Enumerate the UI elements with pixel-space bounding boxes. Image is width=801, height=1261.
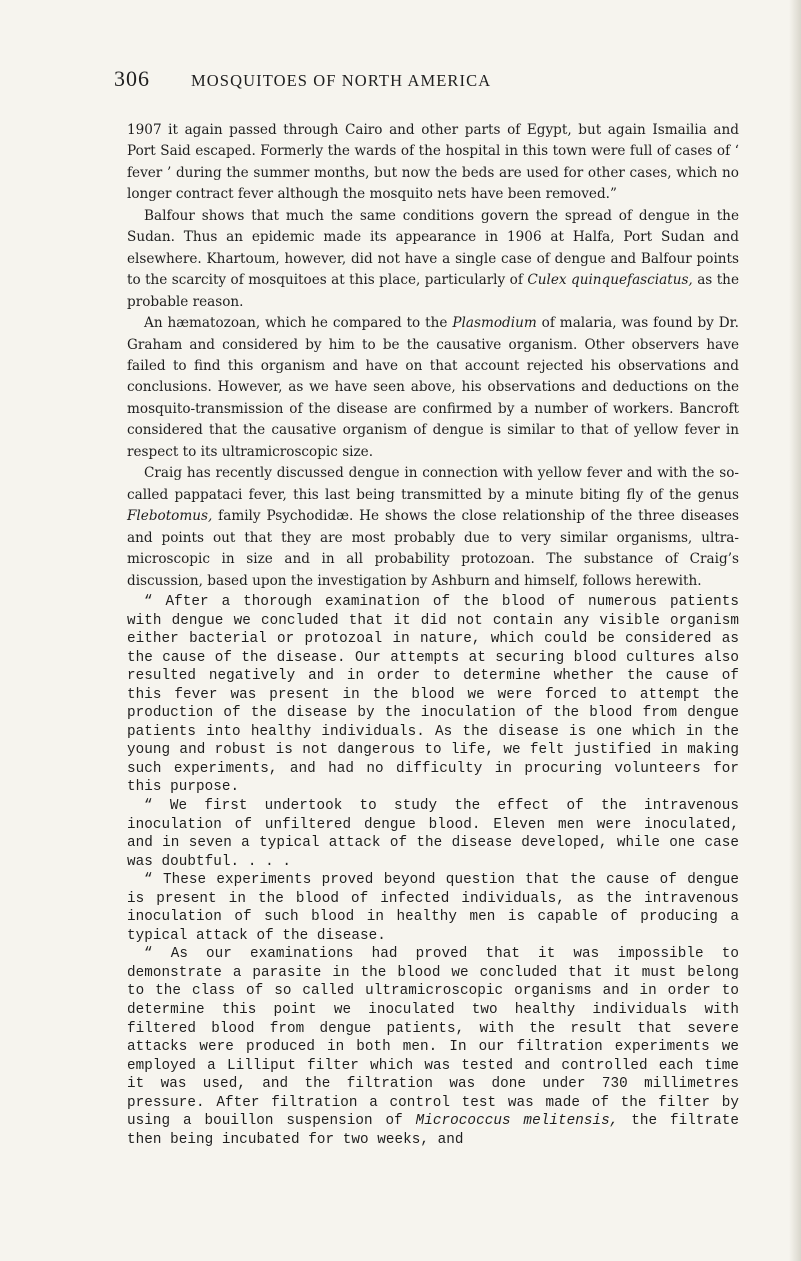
text-run: Craig has recently discussed dengue in connection with yellow fever and with the so-called pappataci fever, this last being transmitted by a minute biting fly of the genus: [127, 465, 739, 503]
quoted-paragraph: [127, 593, 739, 797]
paragraph: [127, 463, 739, 592]
text-run: An hæmatozoan, which he compared to the: [144, 315, 453, 332]
paragraph: [127, 206, 739, 313]
italic-term: Culex quinquefasciatus,: [527, 272, 693, 289]
text-run: family Psychodidæ. He shows the close relationship of the three diseases and points out that they are most probably due to very similar organisms, ultra-microscopic in size and in all probability protozoan. The substance of Craig’s discussion, based upon the investigation by Ashburn and himself, follows herewith.: [127, 508, 739, 589]
italic-term: Flebotomus,: [127, 508, 213, 525]
italic-term: Micrococcus melitensis,: [415, 1113, 619, 1130]
paragraph: [127, 120, 739, 206]
text-run: “ After a thorough examination of the blood of numerous patients with dengue we concluded that it did not contain any visible organism either bacterial or protozoal in nature, which could be considered as the cause of the disease. Our attempts at securing blood cultures also resulted negatively and in order to determine whether the cause of this fever was present in the blood we were forced to attempt the production of the disease by the inoculation of the blood from dengue patients into healthy individuals. As the disease is one which in the young and robust is not dangerous to life, we felt justified in making such experiments, and had no difficulty in procuring volunteers for this purpose.: [127, 593, 739, 796]
quoted-paragraph: [127, 945, 739, 1149]
page-header: [114, 66, 734, 92]
quoted-paragraph: [127, 797, 739, 871]
page-number: 306: [114, 66, 150, 91]
body-text: [127, 120, 739, 1149]
running-head: MOSQUITOES OF NORTH AMERICA: [191, 71, 492, 90]
text-run: “ These experiments proved beyond question that the cause of dengue is present in the blood of infected individuals, as the intravenous inoculation of such blood in healthy men is capable of producing a typical attack of the disease.: [127, 872, 739, 944]
text-run: 1907 it again passed through Cairo and other parts of Egypt, but again Ismailia and Port Said escaped. Formerly the wards of the hospital in this town were full of cases of ‘ fever ’ during the summer months, but now the beds are used for other cases, which no longer contract fever although the mosquito nets have been removed.”: [127, 122, 739, 203]
text-run: of malaria, was found by Dr. Graham and considered by him to be the causative organism. Other observers have failed to find this organism and have on that account rejected his observations and conclusions. However, as we have seen above, his observations and deductions on the mosquito-transmission of the disease are confirmed by a number of workers. Bancroft considered that the causative organism of dengue is similar to that of yellow fever in respect to its ultramicroscopic size.: [127, 315, 740, 460]
italic-term: Plasmodium: [452, 315, 537, 332]
paragraph: [127, 313, 739, 463]
text-run: as the probable reason.: [127, 272, 739, 310]
quoted-paragraph: [127, 871, 739, 945]
text-run: “ As our examinations had proved that it was impossible to demonstrate a parasite in the blood we concluded that it must belong to the class of so called ultramicroscopic organisms and in order to determine this point we inoculated two healthy individuals with filtered blood from dengue patients, with the result that severe attacks were produced in both men. In our filtration experiments we employed a Lilliput filter which was tested and controlled each time it was used, and the filtration was done under 730 millimetres pressure. After filtration a control test was made of the filter by using a bouillon suspension of: [127, 946, 739, 1130]
page-edge: [789, 0, 801, 1261]
text-run: Balfour shows that much the same conditions govern the spread of dengue in the Sudan. Thus an epidemic made its appearance in 1906 at Halfa, Port Sudan and elsewhere. Khartoum, however, did not have a single case of dengue and Balfour points to the scarcity of mosquitoes at this place, particularly of: [127, 207, 739, 289]
text-run: “ We first undertook to study the effect of the intravenous inoculation of unfiltered dengue blood. Eleven men were inoculated, and in seven a typical attack of the disease developed, while one case was doubtful. . . .: [127, 797, 739, 870]
text-run: the filtrate then being incubated for two weeks, and: [127, 1113, 740, 1148]
